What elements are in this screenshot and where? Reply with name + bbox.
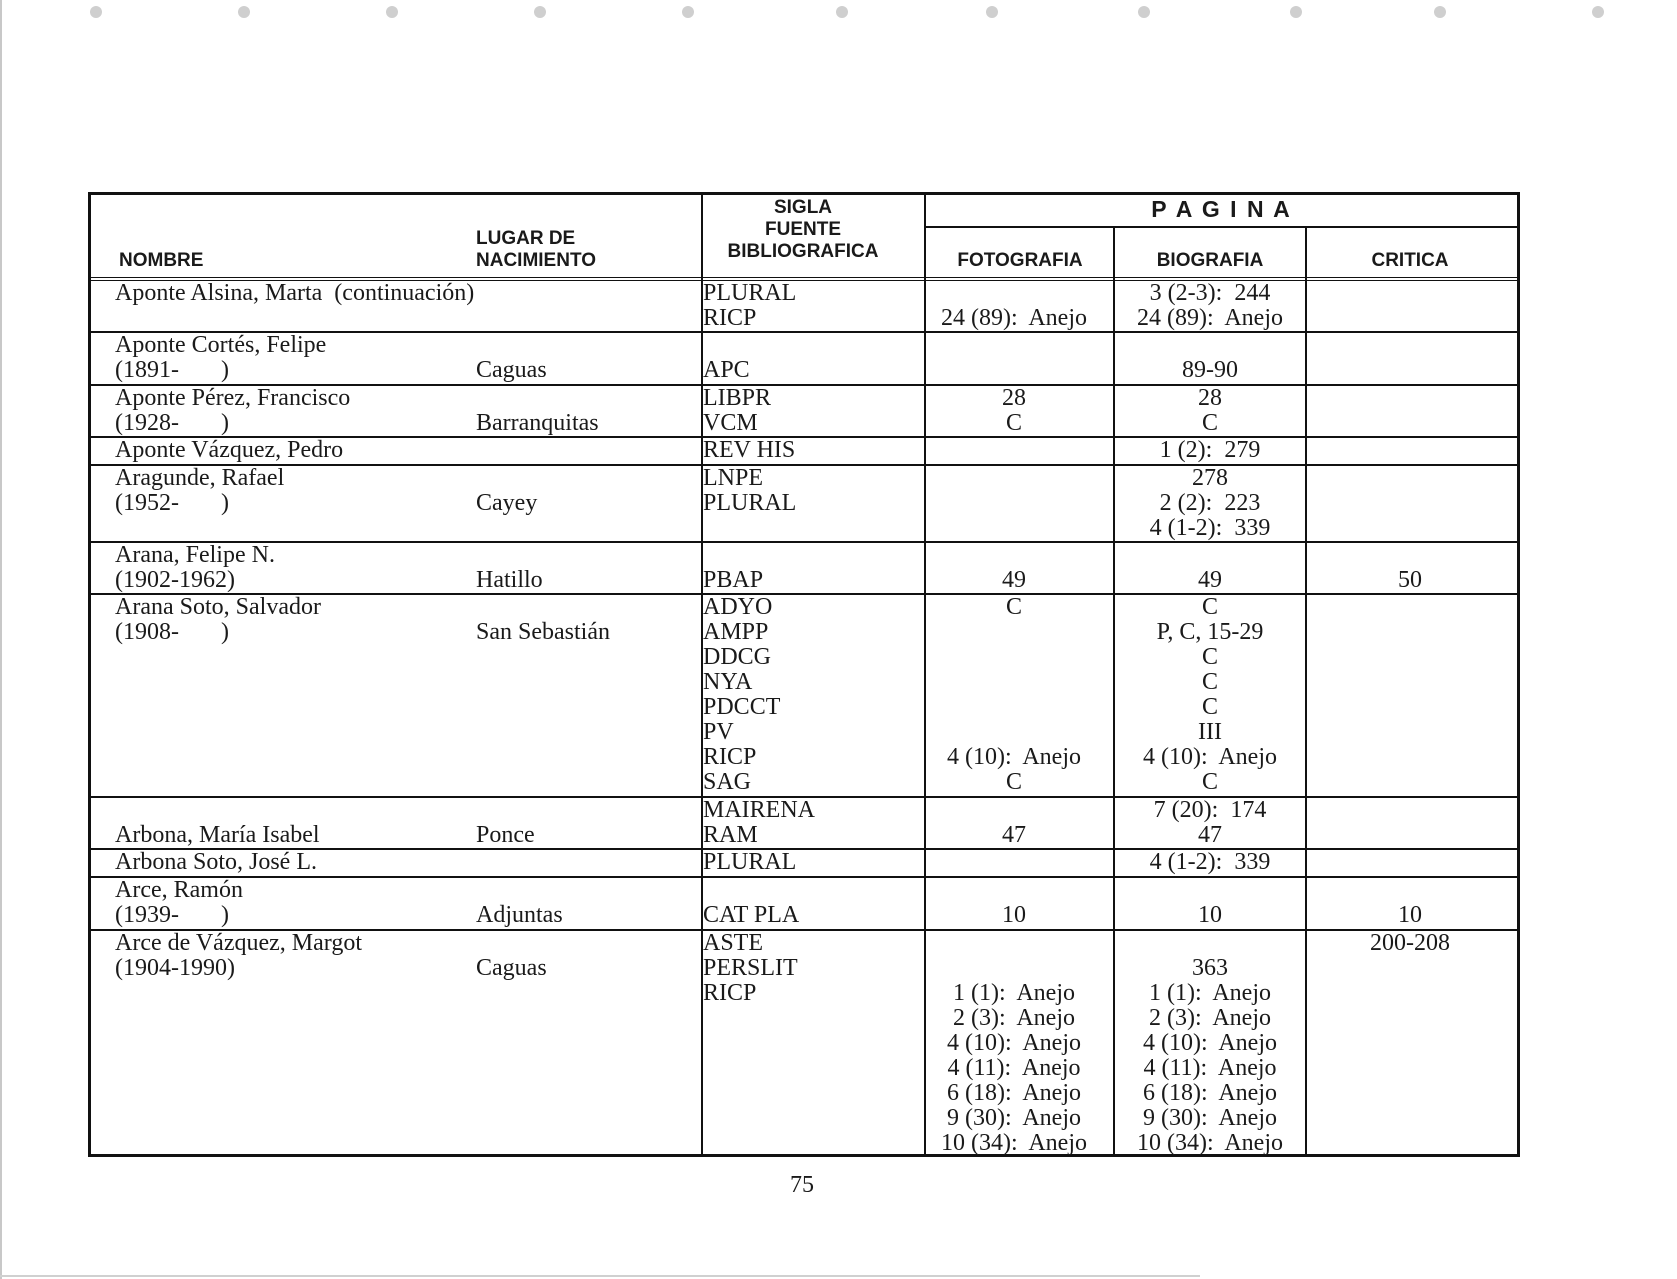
cell-nombre: Aponte Cortés, Felipe (1891- ) bbox=[115, 332, 327, 383]
cell-sigla: REV HIS bbox=[703, 437, 796, 463]
cell-sigla: LIBPR VCM bbox=[703, 385, 772, 436]
table-row bbox=[91, 850, 1517, 878]
cell-fotografia: 1 (1): Anejo 2 (3): Anejo 4 (10): Anejo 4 (11): Anejo 6 (18): Anejo 9 (30): Anejo 10 (34): Anejo bbox=[941, 980, 1087, 1156]
table-row bbox=[91, 438, 1517, 466]
table-row bbox=[91, 386, 1517, 438]
cell-nombre: Arce de Vázquez, Margot (1904-1990) bbox=[115, 930, 363, 981]
hole-mark bbox=[386, 6, 398, 18]
cell-biografia: 363 1 (1): Anejo 2 (3): Anejo 4 (10): Anejo 4 (11): Anejo 6 (18): Anejo 9 (30): Anejo 10 (34): Anejo bbox=[1137, 955, 1283, 1156]
hole-mark bbox=[1592, 6, 1604, 18]
table-row bbox=[91, 595, 1517, 798]
cell-lugar: San Sebastián bbox=[476, 619, 610, 645]
hole-mark bbox=[682, 6, 694, 18]
cell-fotografia: 49 bbox=[1002, 567, 1026, 593]
hole-mark bbox=[986, 6, 998, 18]
table-row bbox=[91, 333, 1517, 386]
hole-mark bbox=[238, 6, 250, 18]
header-divider bbox=[926, 226, 1517, 228]
cell-sigla: CAT PLA bbox=[703, 902, 800, 928]
table-header bbox=[91, 195, 1517, 281]
cell-biografia: 3 (2-3): 244 24 (89): Anejo bbox=[1137, 280, 1283, 331]
cell-fotografia: 47 bbox=[1002, 822, 1026, 848]
cell-lugar: Hatillo bbox=[476, 567, 543, 593]
cell-fotografia: 10 bbox=[1002, 902, 1026, 928]
cell-sigla: PLURAL RICP bbox=[703, 280, 797, 331]
cell-nombre: Aponte Alsina, Marta (continuación) bbox=[115, 280, 475, 306]
cell-biografia: 278 2 (2): 223 4 (1-2): 339 bbox=[1149, 465, 1271, 541]
page-number: 75 bbox=[790, 1172, 814, 1198]
cell-sigla: PBAP bbox=[703, 567, 764, 593]
bibliography-table bbox=[88, 192, 1520, 1157]
page-bottom-edge bbox=[0, 1275, 1200, 1277]
header-pagina: P A G I N A bbox=[1151, 196, 1292, 222]
hole-mark bbox=[1434, 6, 1446, 18]
cell-nombre: Arbona, María Isabel bbox=[115, 822, 320, 848]
cell-biografia: 4 (1-2): 339 bbox=[1149, 849, 1271, 875]
table-row bbox=[91, 466, 1517, 543]
cell-lugar: Adjuntas bbox=[476, 902, 563, 928]
table-row bbox=[91, 931, 1517, 1154]
cell-critica: 200-208 bbox=[1370, 930, 1450, 956]
header-fotografia: FOTOGRAFIA bbox=[957, 250, 1083, 271]
cell-biografia: 10 bbox=[1198, 902, 1222, 928]
hole-mark bbox=[1138, 6, 1150, 18]
cell-nombre: Arana, Felipe N. (1902-1962) bbox=[115, 542, 275, 593]
cell-biografia: C P, C, 15-29 C C C III 4 (10): Anejo C bbox=[1143, 594, 1277, 795]
cell-nombre: Arce, Ramón (1939- ) bbox=[115, 877, 243, 928]
cell-sigla: ADYO AMPP DDCG NYA PDCCT PV RICP SAG bbox=[703, 594, 781, 795]
cell-sigla: ASTE PERSLIT RICP bbox=[703, 930, 798, 1006]
cell-sigla: APC bbox=[703, 357, 750, 383]
cell-critica: 50 bbox=[1398, 567, 1422, 593]
header-nombre: NOMBRE bbox=[119, 250, 204, 271]
table-row bbox=[91, 281, 1517, 333]
cell-nombre: Aragunde, Rafael (1952- ) bbox=[115, 465, 285, 516]
cell-lugar: Ponce bbox=[476, 822, 535, 848]
cell-lugar: Caguas bbox=[476, 357, 547, 383]
cell-nombre: Aponte Pérez, Francisco (1928- ) bbox=[115, 385, 351, 436]
cell-sigla: PLURAL bbox=[703, 849, 797, 875]
cell-biografia: 49 bbox=[1198, 567, 1222, 593]
cell-critica: 10 bbox=[1398, 902, 1422, 928]
header-critica: CRITICA bbox=[1371, 250, 1449, 271]
cell-sigla: LNPE PLURAL bbox=[703, 465, 797, 516]
hole-mark bbox=[534, 6, 546, 18]
cell-nombre: Arbona Soto, José L. bbox=[115, 849, 317, 875]
table-row bbox=[91, 543, 1517, 595]
cell-biografia: 89-90 bbox=[1182, 357, 1238, 383]
cell-fotografia: C 4 (10): Anejo C bbox=[947, 594, 1081, 795]
header-lugar: LUGAR DE NACIMIENTO bbox=[476, 228, 596, 271]
cell-lugar: Caguas bbox=[476, 955, 547, 981]
cell-nombre: Aponte Vázquez, Pedro bbox=[115, 437, 344, 463]
cell-biografia: 1 (2): 279 bbox=[1159, 437, 1261, 463]
header-biografia: BIOGRAFIA bbox=[1156, 250, 1264, 271]
cell-lugar: Cayey bbox=[476, 490, 538, 516]
header-sigla: SIGLA FUENTE BIBLIOGRAFICA bbox=[727, 197, 879, 262]
page-left-edge bbox=[0, 0, 2, 1279]
hole-mark bbox=[836, 6, 848, 18]
cell-biografia: 28 C bbox=[1198, 385, 1222, 436]
cell-lugar: Barranquitas bbox=[476, 410, 599, 436]
hole-mark bbox=[90, 6, 102, 18]
hole-mark bbox=[1290, 6, 1302, 18]
table-row bbox=[91, 798, 1517, 850]
table-row bbox=[91, 878, 1517, 931]
binder-holes bbox=[0, 0, 1677, 40]
cell-nombre: Arana Soto, Salvador (1908- ) bbox=[115, 594, 321, 645]
cell-fotografia: 28 C bbox=[1002, 385, 1026, 436]
cell-biografia: 7 (20): 174 47 bbox=[1153, 797, 1267, 848]
cell-sigla: MAIRENA RAM bbox=[703, 797, 815, 848]
cell-fotografia: 24 (89): Anejo bbox=[941, 305, 1087, 331]
